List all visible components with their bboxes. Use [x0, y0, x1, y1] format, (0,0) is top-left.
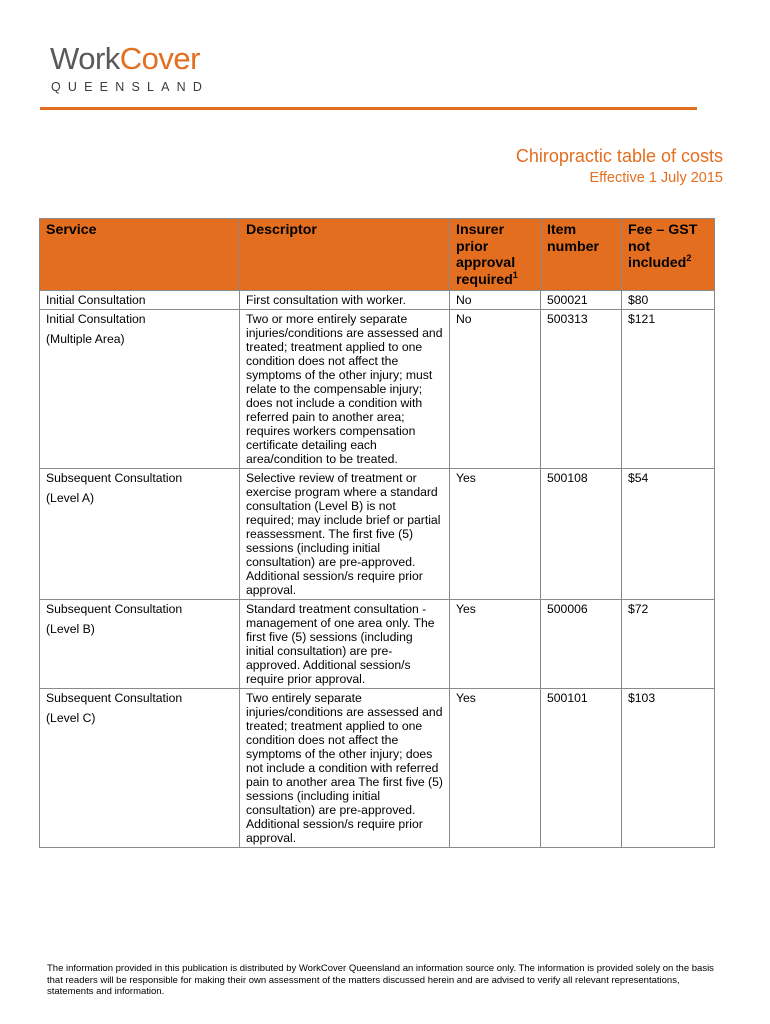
logo-subtitle: QUEENSLAND — [51, 80, 210, 94]
service-name-line: Subsequent Consultation — [46, 471, 183, 485]
approval-cell: No — [450, 310, 541, 469]
header-rule — [40, 107, 697, 110]
approval-cell: Yes — [450, 689, 541, 848]
item-number-cell: 500006 — [541, 600, 622, 689]
table-row — [40, 600, 715, 689]
header-item-number: Item number — [541, 219, 622, 291]
disclaimer-footer: The information provided in this publication is distributed by WorkCover Queensland an information source only. The information is provided solely on the basis that readers will be responsible for making their own assessment of the matters discussed herein and are advised to verify all relevant representations, statements and information. — [47, 963, 714, 997]
service-name-line: Subsequent Consultation — [46, 602, 183, 616]
item-number-cell: 500108 — [541, 469, 622, 600]
fee-cell: $80 — [622, 291, 715, 310]
logo-cover-text: Cover — [119, 41, 200, 76]
header-descriptor: Descriptor — [240, 219, 450, 291]
table-row — [40, 689, 715, 848]
service-name-line: Subsequent Consultation — [46, 691, 183, 705]
workcover-logo — [50, 40, 209, 94]
descriptor-cell: Two or more entirely separate injuries/conditions are assessed and treated; treatment applied to one condition does not affect the symptoms of the other injury; must relate to the compensable injury; does not include a condition with referred pain to another area; requires workers compensation certificate detailing each area/condition to be treated. — [240, 310, 450, 469]
logo-work-text: Work — [50, 41, 120, 76]
approval-cell: Yes — [450, 469, 541, 600]
table-header-row — [40, 219, 715, 291]
fee-cell: $103 — [622, 689, 715, 848]
fee-cell: $54 — [622, 469, 715, 600]
item-number-cell: 500101 — [541, 689, 622, 848]
header-fee-footnote: 2 — [686, 253, 692, 263]
header-approval-footnote: 1 — [512, 269, 518, 280]
costs-table — [39, 218, 715, 848]
service-cell — [40, 310, 240, 469]
service-cell — [40, 291, 240, 310]
table-body — [40, 291, 715, 848]
header-approval — [450, 219, 541, 291]
service-name-line: Initial Consultation — [46, 293, 146, 307]
service-name-line: Initial Consultation — [46, 312, 146, 326]
fee-cell: $72 — [622, 600, 715, 689]
document-subtitle: Effective 1 July 2015 — [589, 170, 723, 186]
item-number-cell: 500021 — [541, 291, 622, 310]
service-name-line: (Multiple Area) — [46, 332, 125, 346]
logo-wordmark — [50, 40, 209, 78]
approval-cell: No — [450, 291, 541, 310]
descriptor-cell: Two entirely separate injuries/conditions are assessed and treated; treatment applied to one condition does not affect the symptoms of the other injury; does not include a condition with referred pain to another area The first five (5) sessions (including initial consultation) are pre-approved. Additional session/s require prior approval. — [240, 689, 450, 848]
fee-cell: $121 — [622, 310, 715, 469]
service-cell — [40, 469, 240, 600]
service-cell — [40, 600, 240, 689]
table-row — [40, 310, 715, 469]
service-name-line: (Level C) — [46, 711, 96, 725]
table-row — [40, 469, 715, 600]
descriptor-cell: First consultation with worker. — [240, 291, 450, 310]
descriptor-cell: Selective review of treatment or exercise program where a standard consultation (Level B) is not required; may include brief or partial reassessment. The first five (5) sessions (including initial consultation) are pre-approved. Additional session/s require prior approval. — [240, 469, 450, 600]
item-number-cell: 500313 — [541, 310, 622, 469]
service-name-line: (Level B) — [46, 622, 95, 636]
header-approval-label: Insurer prior approval required — [456, 222, 516, 288]
header-fee-label: Fee – GST not included — [628, 222, 698, 271]
header-fee — [622, 219, 715, 291]
table-row — [40, 291, 715, 310]
header-service: Service — [40, 219, 240, 291]
service-name-line: (Level A) — [46, 491, 95, 505]
descriptor-cell: Standard treatment consultation - management of one area only. The first five (5) sessions (including initial consultation) are pre-approved. Additional session/s require prior approval. — [240, 600, 450, 689]
approval-cell: Yes — [450, 600, 541, 689]
service-cell — [40, 689, 240, 848]
document-title: Chiropractic table of costs — [515, 146, 723, 166]
